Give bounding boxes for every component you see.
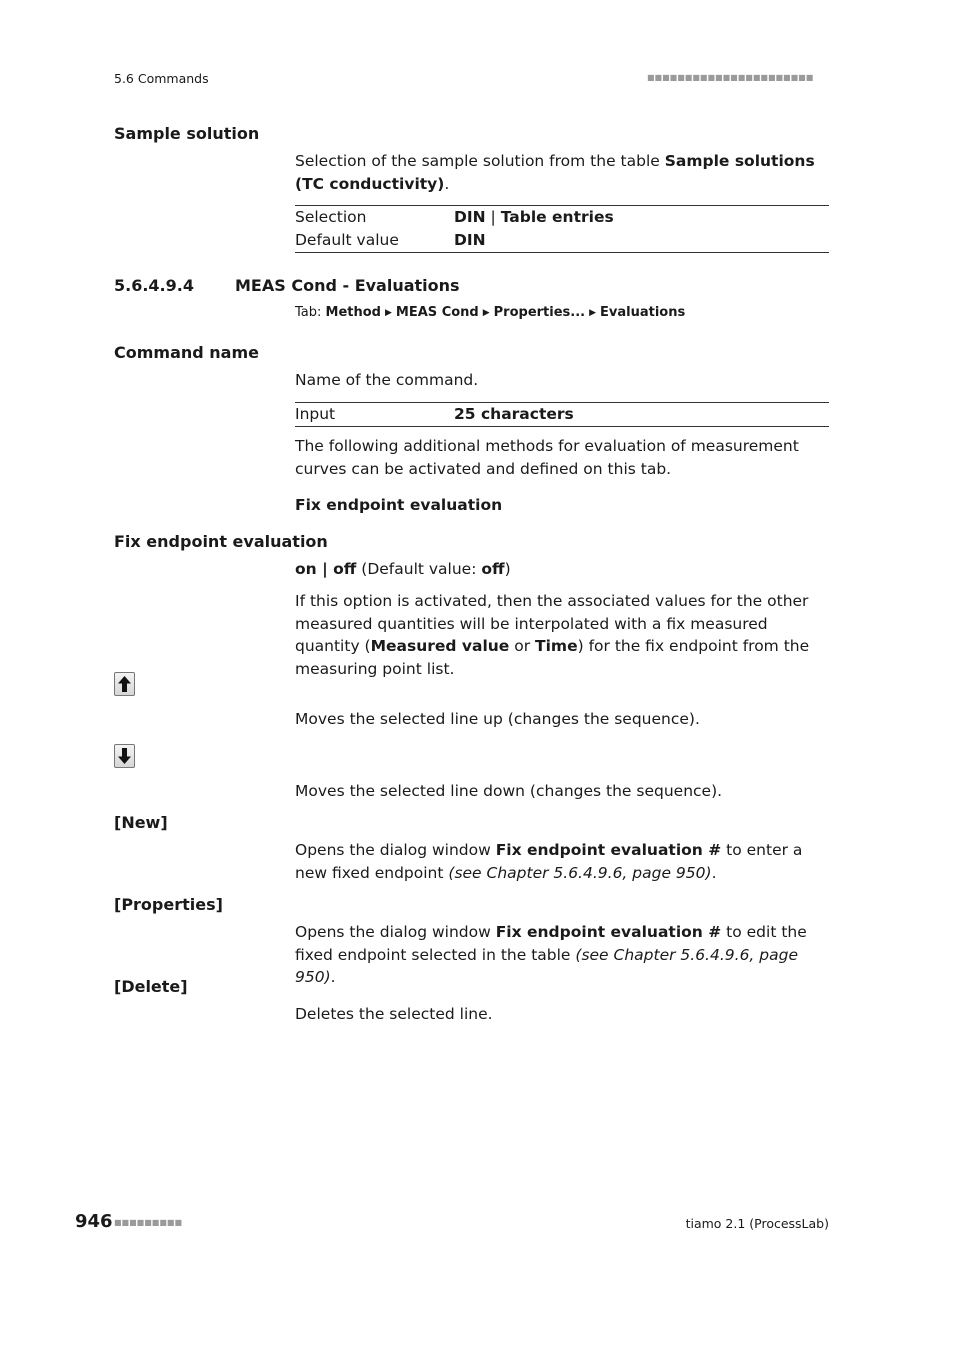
fix-endpoint-options: on | off (Default value: off) — [295, 560, 511, 578]
command-name-heading: Command name — [114, 343, 259, 362]
footer-dots: ■■■■■■■■■ — [114, 1218, 183, 1227]
table-row — [295, 206, 829, 229]
fix-endpoint-heading: Fix endpoint evaluation — [114, 532, 328, 551]
tab-path: Tab: Method ▶ MEAS Cond ▶ Properties... ▶ Evaluations — [295, 305, 686, 320]
move-down-description: Moves the selected line down (changes the sequence). — [295, 782, 723, 800]
command-name-description: Name of the command. — [295, 371, 479, 389]
delete-heading: [Delete] — [114, 977, 188, 996]
row-value: DIN — [454, 231, 486, 249]
chapter-reference[interactable]: (see Chapter 5.6.4.9.6, page 950) — [295, 945, 798, 986]
new-heading: [New] — [114, 813, 168, 832]
page-number: 946 — [75, 1211, 113, 1232]
table-row — [295, 229, 829, 252]
running-header-section: 5.6 Commands — [114, 71, 209, 86]
fix-endpoint-subheading: Fix endpoint evaluation — [295, 496, 503, 514]
chapter-reference[interactable]: (see Chapter 5.6.4.9.6, page 950) — [448, 863, 712, 882]
section-title: MEAS Cond - Evaluations — [235, 276, 460, 295]
row-label: Input — [295, 405, 336, 423]
arrow-down-icon — [117, 747, 132, 765]
additional-methods-text: The following additional methods for evaluation of measurement curves can be activated and defined on this tab. — [295, 437, 799, 478]
row-value: DIN | Table entries — [454, 208, 614, 226]
command-name-table — [295, 402, 829, 427]
row-value: 25 characters — [454, 405, 574, 423]
properties-description: Opens the dialog window Fix endpoint evaluation # to edit the fixed endpoint selected in the table (see Chapter 5.6.4.9.6, page 950). — [295, 923, 807, 986]
table-row — [295, 403, 829, 426]
row-label: Default value — [295, 231, 399, 249]
arrow-up-icon — [117, 675, 132, 693]
new-description: Opens the dialog window Fix endpoint evaluation # to enter a new fixed endpoint (see Chapter 5.6.4.9.6, page 950). — [295, 841, 803, 882]
sample-solution-table — [295, 205, 829, 253]
sample-solution-description: Selection of the sample solution from the table Sample solutions (TC conductivity). — [295, 152, 815, 193]
delete-description: Deletes the selected line. — [295, 1005, 493, 1023]
footer-product: tiamo 2.1 (ProcessLab) — [685, 1216, 829, 1231]
sample-solution-heading: Sample solution — [114, 124, 260, 143]
move-up-description: Moves the selected line up (changes the sequence). — [295, 710, 700, 728]
row-label: Selection — [295, 208, 367, 226]
header-dots: ■■■■■■■■■■■■■■■■■■■■■■ — [647, 73, 814, 82]
section-number: 5.6.4.9.4 — [114, 276, 194, 295]
fix-endpoint-description: If this option is activated, then the associated values for the other measured quantities will be interpolated with a fix measured quantity (Measured value or Time) for the fix endpoint from the measuring point list. — [295, 592, 810, 678]
move-down-button[interactable] — [114, 744, 135, 768]
properties-heading: [Properties] — [114, 895, 223, 914]
move-up-button[interactable] — [114, 672, 135, 696]
